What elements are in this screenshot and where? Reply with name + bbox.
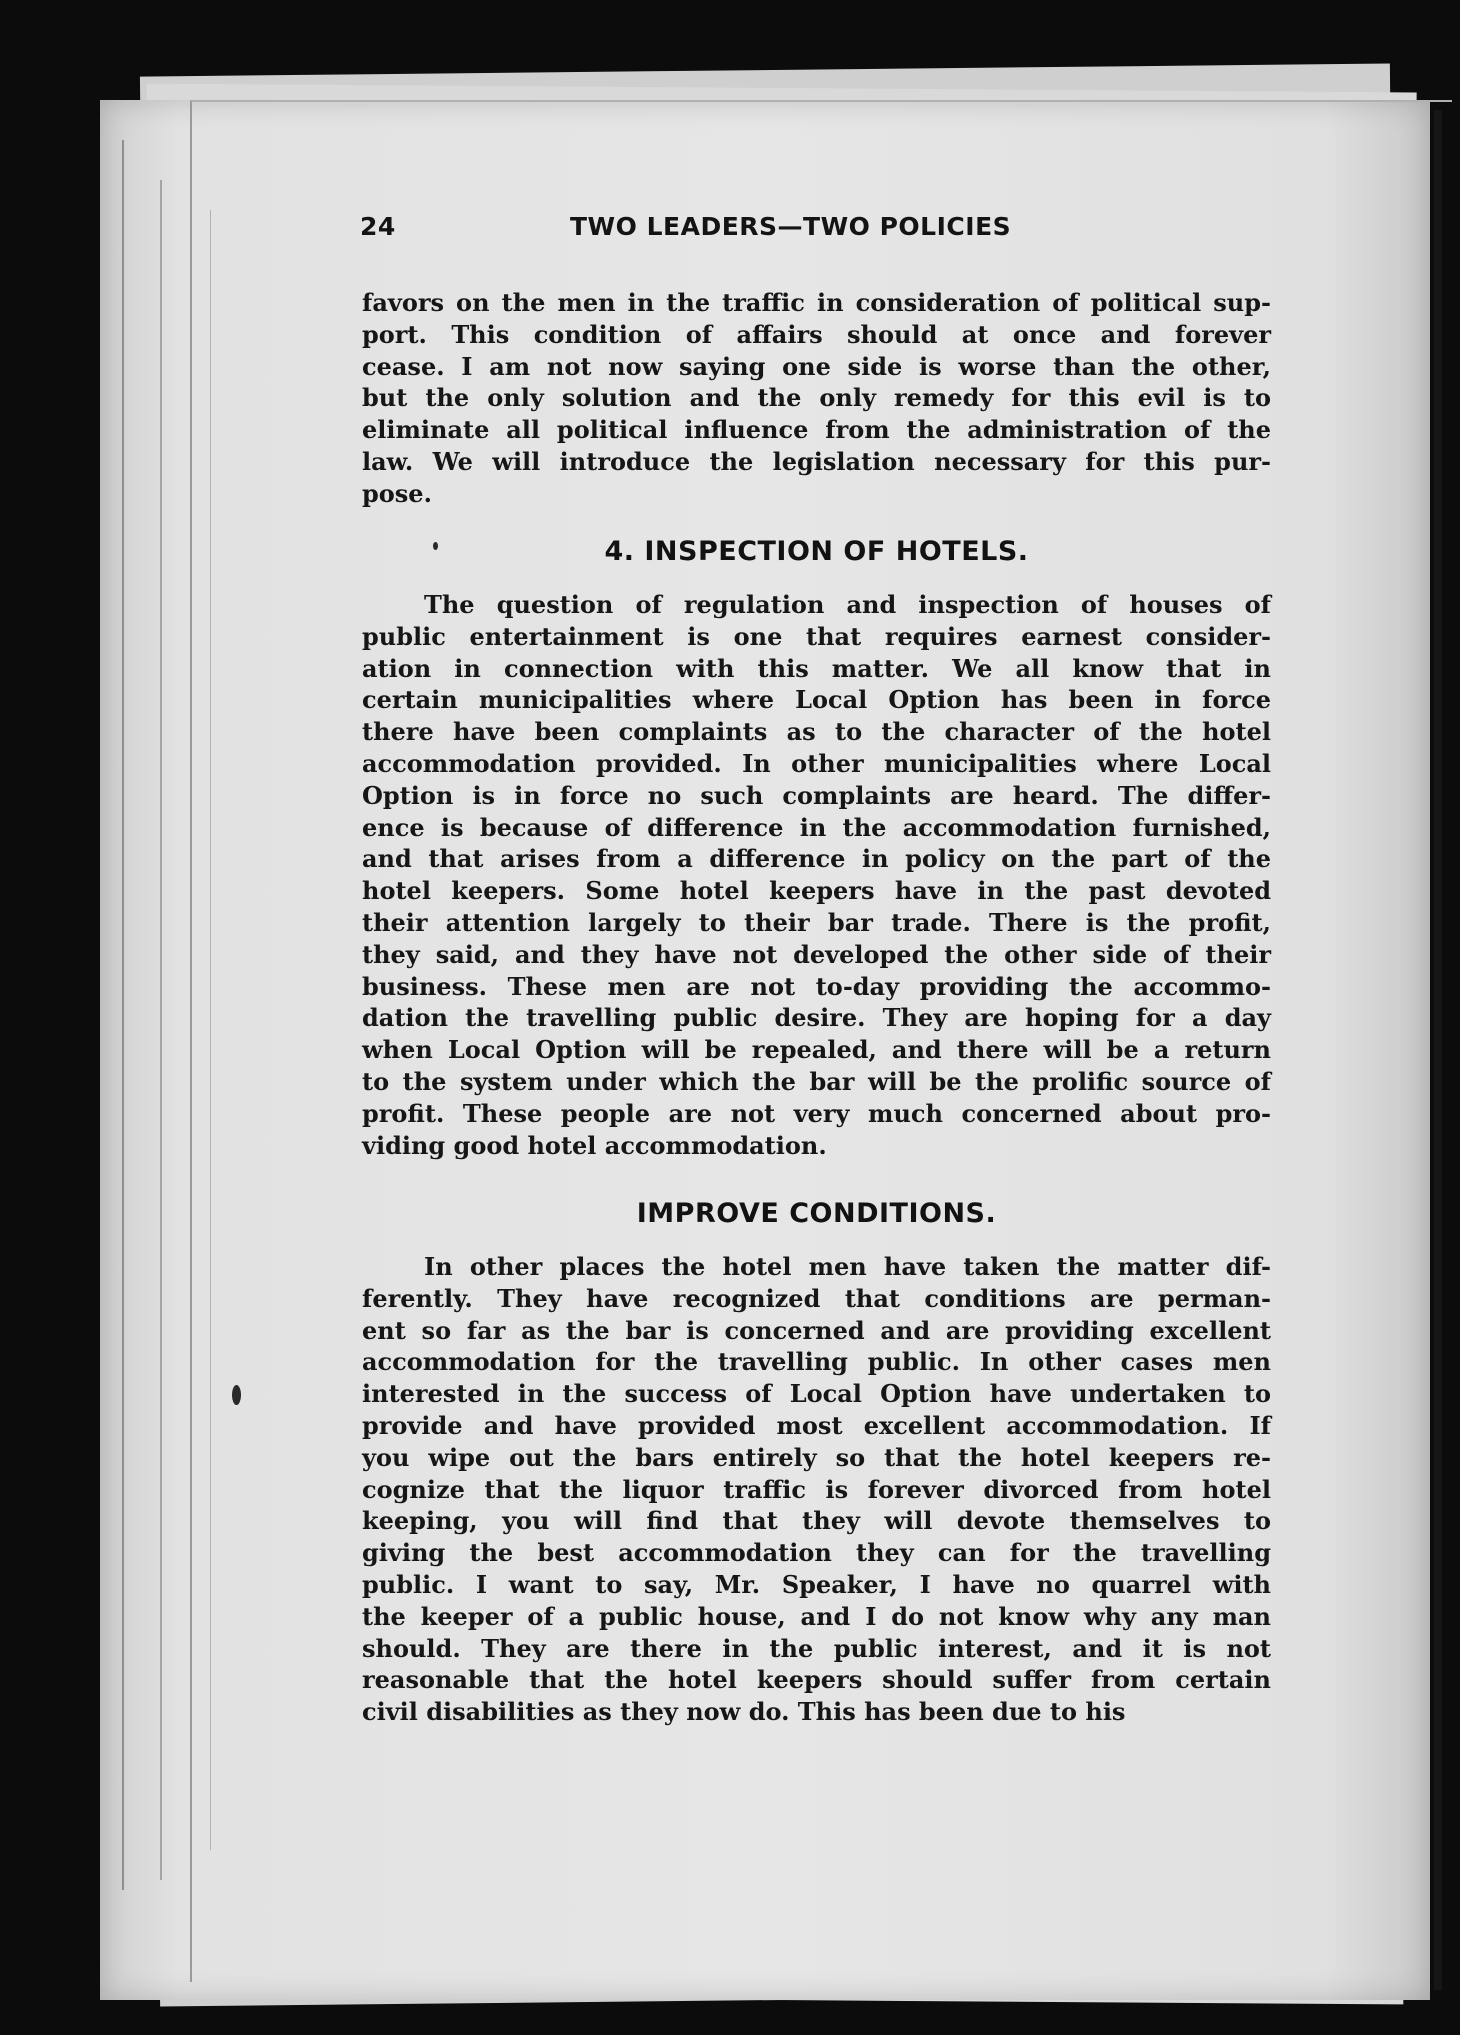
page-fold-line: [122, 140, 124, 1890]
text-line: business. These men are not to-day providing the accommo-: [362, 971, 1271, 1001]
ink-speck: [232, 1385, 241, 1405]
text-line: Option is in force no such complaints are heard. The differ-: [362, 780, 1271, 810]
page-number: 24: [360, 212, 396, 241]
text-line: ence is because of difference in the accommodation furnished,: [362, 812, 1271, 842]
running-head: [360, 212, 1280, 252]
paragraph-2: [362, 589, 1271, 1161]
text-line: when Local Option will be repealed, and there will be a return: [362, 1035, 1271, 1065]
text-line: keeping, you will find that they will devote themselves to: [362, 1506, 1271, 1536]
text-line: you wipe out the bars entirely so that the hotel keepers re-: [362, 1442, 1271, 1472]
text-line: the keeper of a public house, and I do not know why any man: [362, 1601, 1271, 1631]
text-line: dation the travelling public desire. They are hoping for a day: [362, 1003, 1271, 1033]
text-line: profit. These people are not very much concerned about pro-: [362, 1098, 1271, 1128]
text-line: ent so far as the bar is concerned and are providing excellent: [362, 1315, 1271, 1345]
text-line: reasonable that the hotel keepers should suffer from certain: [362, 1665, 1271, 1695]
paragraph-1: [362, 287, 1271, 510]
paragraph-3: [362, 1251, 1271, 1728]
text-line: giving the best accommodation they can for the travelling: [362, 1538, 1271, 1568]
text-line: should. They are there in the public interest, and it is not: [362, 1633, 1271, 1663]
text-line: but the only solution and the only remedy for this evil is to: [362, 383, 1271, 413]
text-line: hotel keepers. Some hotel keepers have in the past devoted: [362, 876, 1271, 906]
text-line: law. We will introduce the legislation necessary for this pur-: [362, 446, 1271, 476]
text-line: cease. I am not now saying one side is worse than the other,: [362, 351, 1271, 381]
text-line: their attention largely to their bar trade. There is the profit,: [362, 907, 1271, 937]
text-line: viding good hotel accommodation.: [362, 1130, 827, 1160]
text-line: they said, and they have not developed the other side of their: [362, 939, 1271, 969]
text-line: civil disabilities as they now do. This has been due to his: [362, 1697, 1126, 1727]
page-right-edge: [1434, 110, 1442, 1990]
text-line: ation in connection with this matter. We all know that in: [362, 653, 1271, 683]
text-line: there have been complaints as to the character of the hotel: [362, 717, 1271, 747]
text-line: accommodation for the travelling public. In other cases men: [362, 1347, 1271, 1377]
text-line: The question of regulation and inspection of houses of: [424, 590, 1271, 619]
text-line: public. I want to say, Mr. Speaker, I have no quarrel with: [362, 1569, 1271, 1599]
text-line: ferently. They have recognized that conditions are perman-: [362, 1283, 1271, 1313]
text-line: certain municipalities where Local Option has been in force: [362, 685, 1271, 715]
text-line: port. This condition of affairs should at once and forever: [362, 319, 1271, 349]
text-line: eliminate all political influence from the administration of the: [362, 415, 1271, 445]
section-heading-improve: IMPROVE CONDITIONS.: [636, 1198, 997, 1229]
text-line: provide and have provided most excellent accommodation. If: [362, 1410, 1271, 1440]
text-line: and that arises from a difference in policy on the part of the: [362, 844, 1271, 874]
ink-speck-2: [433, 542, 438, 550]
page-fold-line-2: [160, 180, 162, 1880]
text-line: cognize that the liquor traffic is forever divorced from hotel: [362, 1474, 1271, 1504]
text-line: accommodation provided. In other municipalities where Local: [362, 748, 1271, 778]
text-line: to the system under which the bar will be the prolific source of: [362, 1066, 1271, 1096]
page-fold-line-3: [210, 210, 211, 1850]
running-title: TWO LEADERS—TWO POLICIES: [570, 212, 1012, 241]
text-line: public entertainment is one that requires earnest consider-: [362, 621, 1271, 651]
section-heading-inspection: 4. INSPECTION OF HOTELS.: [604, 536, 1029, 567]
text-line: favors on the men in the traffic in consideration of political sup-: [362, 288, 1271, 317]
text-line: interested in the success of Local Option have undertaken to: [362, 1379, 1271, 1409]
text-line: In other places the hotel men have taken the matter dif-: [424, 1252, 1271, 1281]
text-line: pose.: [362, 478, 432, 508]
